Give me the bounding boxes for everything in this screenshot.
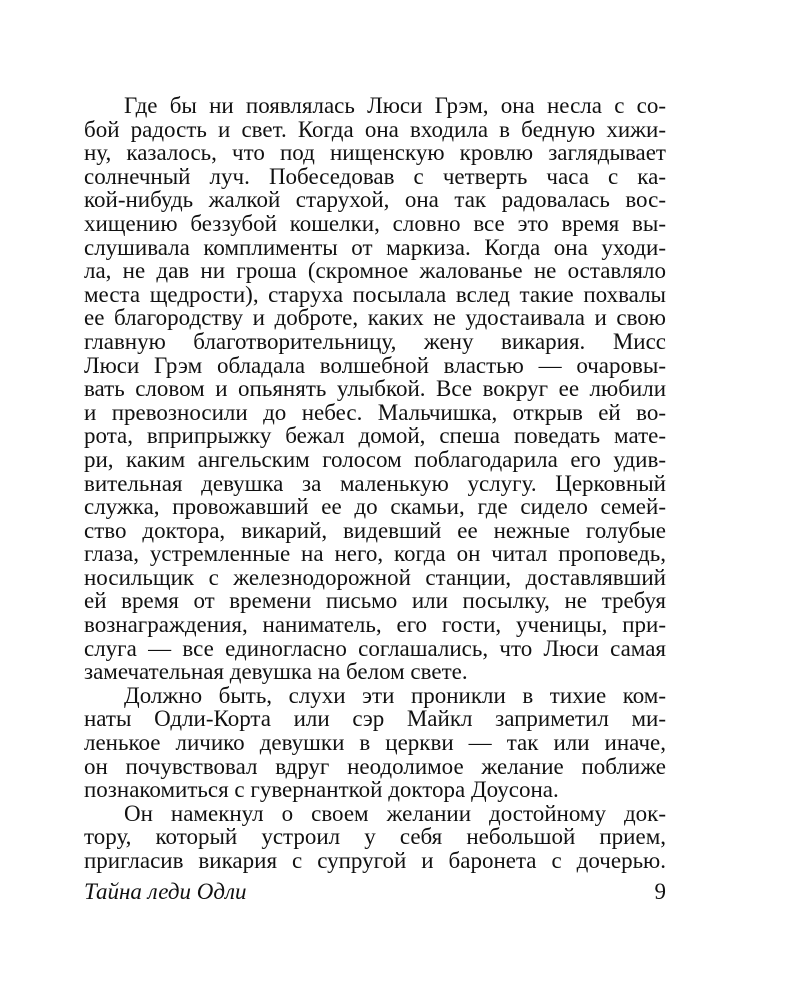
text-line: хищению беззубой кошелки, словно все это время вы- xyxy=(84,210,666,236)
paragraph-3 xyxy=(84,802,666,873)
text-line: ну, казалось, что под нищенскую кровлю заглядывает xyxy=(84,140,666,166)
running-title: Тайна леди Одли xyxy=(84,879,247,904)
text-line: Он намекнул о своем желании достойному док- xyxy=(124,800,666,826)
text-line: кой-нибудь жалкой старухой, она так радовалась вос- xyxy=(84,187,666,213)
text-line: служка, провожавший ее до скамьи, где сидело семей- xyxy=(84,494,666,520)
text-line: глаза, устремленные на него, когда он читал проповедь, xyxy=(84,541,666,567)
text-line: и превозносили до небес. Мальчишка, открыв ей во- xyxy=(84,399,666,425)
body-text xyxy=(84,94,666,873)
text-line: вать словом и опьянять улыбкой. Все вокруг ее любили xyxy=(84,376,666,402)
text-line: он почувствовал вдруг неодолимое желание поближе xyxy=(84,753,666,779)
paragraph-2 xyxy=(84,684,666,802)
text-line: вительная девушка за маленькую услугу. Церковный xyxy=(84,470,666,496)
text-line: ри, каким ангельским голосом поблагодарила его удив- xyxy=(84,446,666,472)
text-line: замечательная девушка на белом свете. xyxy=(84,659,468,685)
text-line: вознаграждения, наниматель, его гости, ученицы, при- xyxy=(84,612,666,638)
text-line: носильщик с железнодорожной станции, доставлявший xyxy=(84,564,666,590)
text-line: бой радость и свет. Когда она входила в бедную хижи- xyxy=(84,116,666,142)
text-line: Где бы ни появлялась Люси Грэм, она несла с со- xyxy=(124,93,666,118)
text-line: познакомиться с гувернанткой доктора Доусона. xyxy=(84,777,559,803)
text-line: ла, не дав ни гроша (скромное жалованье не оставляло xyxy=(84,258,666,284)
text-line: ство доктора, викарий, видевший ее нежные голубые xyxy=(84,517,666,543)
text-line: Должно быть, слухи эти проникли в тихие ком- xyxy=(124,682,666,708)
paragraph-1 xyxy=(84,94,666,684)
page-number: 9 xyxy=(654,879,666,904)
text-line: ее благородству и доброте, каких не удостаивала и свою xyxy=(84,305,666,331)
text-line: рота, вприпрыжку бежал домой, спеша поведать мате- xyxy=(84,423,666,449)
text-line: ей время от времени письмо или посылку, не требуя xyxy=(84,588,666,614)
text-line: наты Одли-Корта или сэр Майкл заприметил ми- xyxy=(84,706,666,732)
text-line: слушивала комплименты от маркиза. Когда она уходи- xyxy=(84,234,666,260)
text-line: солнечный луч. Побеседовав с четверть часа с ка- xyxy=(84,163,666,189)
text-line: места щедрости), старуха посылала вслед такие похвалы xyxy=(84,281,666,307)
text-line: главную благотворительницу, жену викария. Мисс xyxy=(84,328,666,354)
text-line: слуга — все единогласно соглашались, что Люси самая xyxy=(84,635,666,661)
text-line: Люси Грэм обладала волшебной властью — очаровы- xyxy=(84,352,666,378)
text-line: тору, который устроил у себя небольшой прием, xyxy=(84,824,666,850)
text-line: ленькое личико девушки в церкви — так или иначе, xyxy=(84,730,666,756)
text-line: пригласив викария с супругой и баронета с дочерью. xyxy=(84,848,666,873)
page-footer xyxy=(84,880,666,904)
